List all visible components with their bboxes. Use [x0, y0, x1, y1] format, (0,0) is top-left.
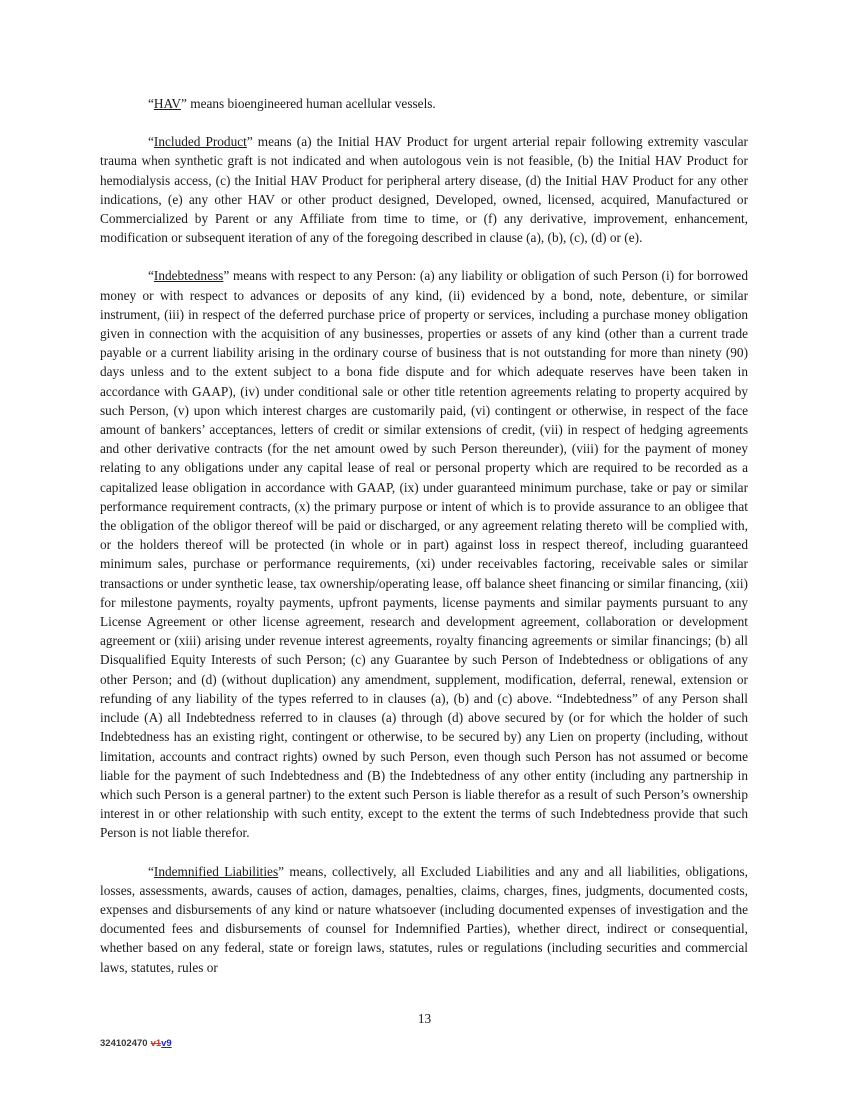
defined-term-indemnified-liabilities: Indemnified Liabilities [153, 863, 279, 879]
definition-text-indebtedness: ” means with respect to any Person: (a) any liability or obligation of such Person (i) for borrowed money or with respect to advances or deposits of any kind, (ii) evidenced by a bond, note, debenture, or similar instrument, (iii) in respect of the deferred purchase price of property or services, including a purchase money obligation given in connection with the acquisition of any businesses, properties or assets of any kind (other than a current trade payable or a current liability arising in the ordinary course of business that is not outstanding for more than ninety (90) days unless and to the extent subject to a bona fide dispute and for which adequate reserves have been taken in accordance with GAAP), (iv) under conditional sale or other title retention agreements relating to property acquired by such Person, (v) upon which interest charges are customarily paid, (vi) contingent or otherwise, in respect of the face amount of bankers’ acceptances, letters of credit or similar extensions of credit, (vii) in respect of hedging agreements and other derivative contracts (for the net amount owed by such Person thereunder), (viii) for the payment of money relating to any obligations under any capital lease of real or personal property which are required to be recorded as a capitalized lease obligation in accordance with GAAP, (ix) under guaranteed minimum purchase, take or pay or similar performance requirement contracts, (x) the primary purpose or intent of which is to provide assurance to an obligee that the obligation of the obligor thereof will be paid or discharged, or any agreement relating thereto will be complied with, or the holders thereof will be protected (in whole or in part) against loss in respect thereof, including guaranteed minimum sales, purchase or performance requirements, (xi) under receivables factoring, receivable sales or similar transactions or under synthetic lease, tax ownership/operating lease, off balance sheet financing or similar financing, (xii) for milestone payments, royalty payments, upfront payments, license payments and similar payments pursuant to any License Agreement or other license agreement, research and development agreement, collaboration or development agreement or (xiii) arising under revenue interest agreements, royalty financing agreements or similar financings; (b) all Disqualified Equity Interests of such Person; (c) any Guarantee by such Person of Indebtedness or obligations of any other Person; and (d) (without duplication) any amendment, supplement, modification, deferral, renewal, extension or refunding of any liability of the types referred to in clauses (a), (b) and (c) above. “Indebtedness” of any Person shall include (A) all Indebtedness referred to in clauses (a) through (d) above secured by (or for which the holder of such Indebtedness has an existing right, contingent or otherwise, to be secured by) any Lien on property (including, without limitation, accounts and contract rights) owned by such Person, even though such Person has not assumed or become liable for the payment of such Indebtedness and (B) the Indebtedness of any other entity (including any partnership in which such Person is a general partner) to the extent such Person is liable therefor as a result of such Person’s ownership interest in or other relationship with such entity, except to the extent the terms of such Indebtedness provide that such Person is not liable therefor. [100, 268, 748, 841]
document-body [100, 94, 748, 996]
open-quote: “ [148, 96, 154, 111]
version-inserted-redline: v9 [161, 1038, 172, 1049]
defined-term-included-product: Included Product [153, 134, 247, 150]
defined-term-indebtedness: Indebtedness [153, 268, 224, 284]
definition-paragraph-indemnified-liabilities [100, 862, 748, 977]
defined-term-hav: HAV [153, 96, 181, 111]
document-id: 324102470 [100, 1038, 148, 1049]
definition-text-indemnified-liabilities: ” means, collectively, all Excluded Liabilities and any and all liabilities, obligations, losses, assessments, awards, causes of action, damages, penalties, claims, charges, fines, judgments, documented costs, expenses and disbursements of any kind or nature whatsoever (including documented expenses of investigation and the documented fees and disbursements of counsel for Indemnified Parties), whether direct, indirect or consequential, whether based on any federal, state or foreign laws, statutes, rules or regulations (including securities and commercial laws, statutes, rules or [100, 863, 748, 975]
document-footer [100, 1038, 172, 1049]
definition-text-hav: ” means bioengineered human acellular vessels. [181, 96, 436, 111]
definition-paragraph-hav [100, 94, 748, 113]
definition-text-included-product: ” means (a) the Initial HAV Product for urgent arterial repair following extremity vascular trauma when synthetic graft is not indicated and when autologous vein is not feasible, (b) the Initial HAV Product for hemodialysis access, (c) the Initial HAV Product for peripheral artery disease, (d) the Initial HAV Product for any other indications, (e) any other HAV or other product designed, Developed, owned, licensed, acquired, Manufactured or Commercialized by Parent or any Affiliate from time to time, or (f) any derivative, improvement, enhancement, modification or subsequent iteration of any of the foregoing described in clause (a), (b), (c), (d) or (e). [100, 134, 748, 246]
open-quote: “ [148, 268, 154, 284]
definition-paragraph-included-product [100, 132, 748, 247]
open-quote: “ [148, 863, 154, 879]
version-deleted-redline: v1 [150, 1038, 162, 1049]
page-number: 13 [417, 1011, 432, 1026]
open-quote: “ [148, 134, 154, 150]
definition-paragraph-indebtedness [100, 266, 748, 842]
